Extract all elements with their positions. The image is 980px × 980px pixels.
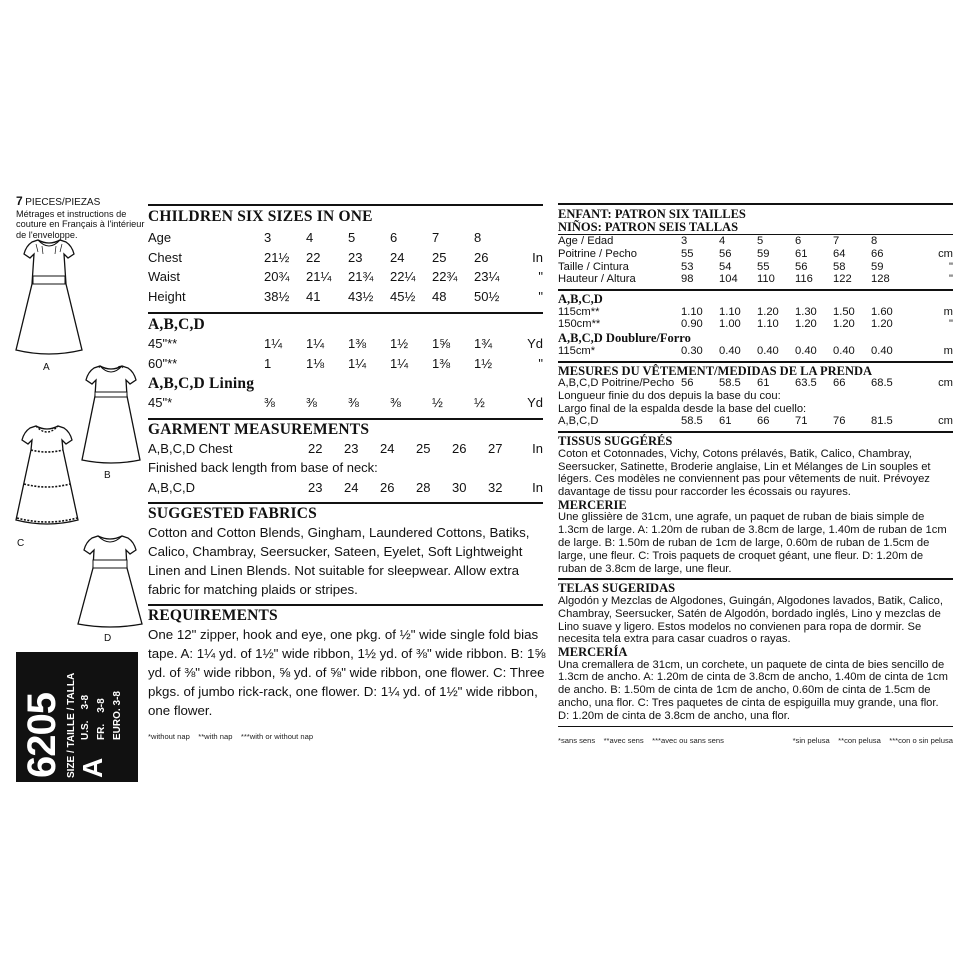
table-row <box>558 235 953 248</box>
table-cell: 24 <box>390 249 405 265</box>
fr-tissus-text <box>558 448 953 499</box>
en-abcd-table <box>148 334 543 373</box>
dress-view-b-illustration <box>78 360 144 468</box>
es-telas-text <box>558 595 953 646</box>
table-cell: ⅜ <box>264 395 275 411</box>
english-section <box>148 204 546 741</box>
table-cell: 1⅜ <box>432 355 451 371</box>
fr-title: ENFANT: PATRON SIX TAILLES <box>558 207 746 221</box>
fr-size-table <box>558 235 953 286</box>
text-line: fabric for matching plaids or stripes. <box>148 581 358 597</box>
table-cell: 1.50 <box>833 305 855 318</box>
size-badge <box>16 652 138 782</box>
en-fabrics-title: SUGGESTED FABRICS <box>148 504 317 522</box>
fr-mercerie-text <box>558 511 953 575</box>
en-size-table <box>148 228 543 306</box>
table-cell: 1½ <box>474 355 493 371</box>
table-cell: 26 <box>474 249 489 265</box>
table-row <box>558 248 953 261</box>
table-row <box>558 377 953 390</box>
text-line: de ancho. B: 1.50m de cinta de 1cm de ancho, 0.60m de cinta de 1.5cm de <box>558 684 931 697</box>
text-line: D: 1.20m de cinta de 3.8cm de ancho, una flor. <box>558 709 790 722</box>
text-line: One 12" zipper, hook and eye, one pkg. of ½" wide single fold bias <box>148 626 539 642</box>
table-cell: 3 <box>264 230 272 246</box>
table-cell: 43½ <box>348 288 374 304</box>
text-line: necesita tela extra para casar cuadros o rayas. <box>558 633 791 646</box>
en-footnote: *without nap **with nap ***with or without nap <box>148 731 314 741</box>
table-cell: 20¾ <box>264 269 290 285</box>
dress-view-a-illustration <box>14 232 84 360</box>
table-row <box>148 393 543 413</box>
table-cell: " <box>538 269 543 285</box>
en-garment-back-table <box>148 478 543 497</box>
fr-garment-chest-table <box>558 377 953 390</box>
text-line: Una cremallera de 31cm, un corchete, un paquete de cinta de bies sencillo de <box>558 658 945 671</box>
table-cell: 22¾ <box>432 269 458 285</box>
table-cell: 30 <box>452 479 467 495</box>
en-lining-table <box>148 393 543 413</box>
table-row <box>148 439 543 458</box>
text-line: Lino suave y ligero. Estos modelos no convienen para ropa de dormir. Se <box>558 620 922 633</box>
es-merceria-text <box>558 659 953 723</box>
table-cell: 38½ <box>264 288 290 304</box>
table-cell: cm <box>938 415 953 428</box>
table-cell: 63.5 <box>795 377 817 390</box>
table-row <box>558 345 953 358</box>
table-cell: 24 <box>380 440 395 456</box>
table-cell: 28 <box>416 479 431 495</box>
table-cell: 32 <box>488 479 503 495</box>
row-label: A,B,C,D Chest <box>148 440 233 456</box>
table-cell: 0.40 <box>719 344 741 357</box>
table-cell: 1.20 <box>757 305 779 318</box>
table-cell: ⅜ <box>348 395 359 411</box>
table-row <box>558 261 953 274</box>
table-cell: 6 <box>390 230 398 246</box>
table-cell: Yd <box>527 395 543 411</box>
table-cell: 56 <box>795 260 808 273</box>
row-label: Height <box>148 288 186 304</box>
table-cell: 81.5 <box>871 415 893 428</box>
table-cell: 21¾ <box>348 269 374 285</box>
fr-lining-table <box>558 345 953 358</box>
table-row <box>148 248 543 268</box>
table-cell: 45½ <box>390 288 416 304</box>
text-line: légers. Ces modèles ne conviennent pas pour vêtements de nuit. Prévoyez <box>558 473 930 486</box>
table-cell: 50½ <box>474 288 500 304</box>
table-cell: 0.90 <box>681 318 703 331</box>
fr-garment-back-label: Longueur finie du dos depuis la base du cou: <box>558 389 781 402</box>
row-label: Taille / Cintura <box>558 260 629 273</box>
row-label: Age / Edad <box>558 235 614 247</box>
fr-tissus-title: TISSUS SUGGÉRÉS <box>558 434 673 449</box>
table-cell: 1⅛ <box>306 355 325 371</box>
fr-mercerie-title: MERCERIE <box>558 497 627 512</box>
text-line: Chambray, Seersucker, Satén de Algodón, bordado inglés, Lino y mezclas de <box>558 607 941 620</box>
table-cell: In <box>532 249 543 265</box>
table-cell: 27 <box>488 440 503 456</box>
table-cell: cm <box>938 377 953 390</box>
table-cell: 56 <box>681 377 694 390</box>
row-label: Age <box>148 230 172 246</box>
table-cell: 59 <box>757 247 770 260</box>
table-cell: ⅜ <box>390 395 401 411</box>
table-cell <box>909 235 953 248</box>
row-label: 115cm* <box>558 344 596 357</box>
en-title: CHILDREN SIX SIZES IN ONE <box>148 208 373 225</box>
row-label: A,B,C,D <box>148 479 195 495</box>
text-line: Coton et Cotonnades, Vichy, Cotons prélavés, Batik, Calico, Chambray, <box>558 447 912 460</box>
table-cell: 25 <box>432 249 447 265</box>
text-line: Cotton and Cotton Blends, Gingham, Laundered Cottons, Batiks, <box>148 524 530 540</box>
table-cell: 6 <box>795 235 802 247</box>
table-cell: In <box>532 479 543 495</box>
en-garment-back-label: Finished back length from base of neck: <box>148 459 378 475</box>
es-garment-back-label: Largo final de la espalda desde la base del cuello: <box>558 402 807 415</box>
table-cell: 64 <box>833 247 846 260</box>
table-cell: " <box>949 260 953 273</box>
table-cell: 55 <box>757 260 770 273</box>
table-cell: 1¼ <box>306 336 325 352</box>
row-label: Chest <box>148 249 182 265</box>
row-label: Poitrine / Pecho <box>558 247 637 260</box>
en-req-text <box>148 625 546 720</box>
table-cell: 23 <box>348 249 363 265</box>
table-cell: 8 <box>474 230 482 246</box>
table-cell: 0.30 <box>681 344 703 357</box>
en-fabrics-text <box>148 523 543 599</box>
table-cell: 58.5 <box>719 377 741 390</box>
en-abcd-title: A,B,C,D <box>148 316 205 333</box>
fr-abcd-table <box>558 306 953 332</box>
table-row <box>148 478 543 497</box>
row-label: 150cm** <box>558 318 601 331</box>
table-cell: " <box>949 318 953 331</box>
table-cell: 0.40 <box>757 344 779 357</box>
table-cell: 4 <box>306 230 314 246</box>
table-cell: 98 <box>681 273 694 286</box>
table-cell: 66 <box>757 415 770 428</box>
fr-footnote: *sans sens **avec sens ***avec ou sans sens <box>558 735 724 745</box>
text-line: Linen and Linen Blends. Not suitable for sleepwear. Allow extra <box>148 562 520 578</box>
table-cell: 1¼ <box>264 336 283 352</box>
table-cell: 1.10 <box>757 318 779 331</box>
table-cell: In <box>532 440 543 456</box>
row-label: 60"** <box>148 355 178 371</box>
table-cell: 56 <box>719 247 732 260</box>
dress-view-d-illustration <box>74 530 146 630</box>
row-label: Hauteur / Altura <box>558 273 636 286</box>
table-cell: 0.40 <box>833 344 855 357</box>
text-line: 1.3cm de ancho. A: 1.20m de cinta de 3.8cm de ancho, 1.40m de cinta de 1cm <box>558 671 948 684</box>
row-label: Waist <box>148 269 181 285</box>
table-cell: 61 <box>719 415 732 428</box>
table-cell: 116 <box>795 273 813 286</box>
table-cell: 21½ <box>264 249 290 265</box>
size-letter: A <box>77 757 108 778</box>
row-label: 45"* <box>148 395 173 411</box>
table-cell: 21¼ <box>306 269 332 285</box>
table-cell: 76 <box>833 415 846 428</box>
table-cell: 23 <box>344 440 359 456</box>
table-cell: " <box>538 288 543 304</box>
row-label: 45"** <box>148 336 178 352</box>
table-row <box>558 415 953 428</box>
es-title: NIÑOS: PATRON SEIS TALLAS <box>558 219 739 234</box>
table-cell: 1¼ <box>390 355 409 371</box>
table-cell: 0.40 <box>795 344 817 357</box>
table-cell: ⅜ <box>306 395 317 411</box>
table-cell: 23¼ <box>474 269 500 285</box>
fr-garment-title: MESURES DU VÊTEMENT/MEDIDAS DE LA PRENDA <box>558 363 873 378</box>
table-cell: 5 <box>348 230 356 246</box>
table-cell: 1¾ <box>474 336 493 352</box>
table-cell: m <box>943 305 953 318</box>
table-row <box>148 334 543 354</box>
table-cell: 4 <box>719 235 726 247</box>
table-cell: " <box>949 273 953 286</box>
en-garment-chest-table <box>148 439 543 458</box>
text-line: pkgs. of jumbo rick-rack, one flower. D: 1¼ yd. of 1½" wide ribbon, <box>148 683 538 699</box>
en-lining-title: A,B,C,D Lining <box>148 375 255 392</box>
table-cell: 128 <box>871 273 890 286</box>
es-telas-title: TELAS SUGERIDAS <box>558 581 676 596</box>
table-cell: 1.00 <box>719 318 741 331</box>
row-label: 115cm** <box>558 305 600 318</box>
table-cell: 53 <box>681 260 694 273</box>
table-cell: 58.5 <box>681 415 703 428</box>
table-cell: 59 <box>871 260 884 273</box>
table-cell: 1.30 <box>795 305 817 318</box>
text-line: Algodón y Mezclas de Algodones, Guingán, Algodones lavados, Batik, Calico, <box>558 594 943 607</box>
table-cell: 26 <box>452 440 467 456</box>
table-cell: 61 <box>795 247 808 260</box>
table-cell: 1.10 <box>681 305 703 318</box>
table-cell: 1.20 <box>795 318 817 331</box>
table-cell: 22 <box>306 249 321 265</box>
table-cell: 48 <box>432 288 447 304</box>
table-cell: 3 <box>681 235 688 247</box>
table-cell: 23 <box>308 479 323 495</box>
table-cell: 26 <box>380 479 395 495</box>
table-cell <box>516 228 543 248</box>
table-cell: " <box>538 355 543 371</box>
row-label: A,B,C,D <box>558 415 599 428</box>
view-label-b: B <box>104 470 111 481</box>
table-cell: 66 <box>871 247 884 260</box>
table-cell: 7 <box>432 230 440 246</box>
text-line: tape. A: 1¼ yd. of 1½" wide ribbon, 1½ yd. of ⅜" wide ribbon. B: 1⅝ <box>148 645 546 661</box>
text-line: Une glissière de 31cm, une agrafe, un paquet de ruban de biais simple de <box>558 511 925 524</box>
text-line: yd. of ⅜" wide ribbon, ⅝ yd. of ⅝" wide ribbon, one flower. C: Three <box>148 664 545 680</box>
text-line: ancho, una flor. C: Tres paquetes de cinta de espiguilla muy grande, una flor. <box>558 697 939 710</box>
table-cell: 24 <box>344 479 359 495</box>
table-cell: 1.10 <box>719 305 741 318</box>
size-label: SIZE / TAILLE / TALLA <box>66 672 77 778</box>
french-spanish-section <box>558 203 953 749</box>
table-cell: 1.20 <box>871 318 893 331</box>
pieces-count: 7 <box>16 194 23 208</box>
view-label-c: C <box>17 538 25 549</box>
text-line: ruban de 3.8cm de large, une fleur. <box>558 562 732 575</box>
table-row <box>148 267 543 287</box>
table-cell: 8 <box>871 235 878 247</box>
table-cell: 1 <box>264 355 272 371</box>
table-cell: 22¼ <box>390 269 416 285</box>
fr-garment-back-table <box>558 415 953 428</box>
en-req-title: REQUIREMENTS <box>148 606 278 624</box>
table-cell: 1⅜ <box>348 336 367 352</box>
fr-lining-title: A,B,C,D Doublure/Forro <box>558 331 691 346</box>
text-line: one flower. <box>148 702 213 718</box>
es-footnote: *sin pelusa **con pelusa ***con o sin pelusa <box>792 735 953 745</box>
table-cell: 58 <box>833 260 846 273</box>
table-cell: 54 <box>719 260 732 273</box>
view-label-d: D <box>104 633 112 644</box>
table-cell: 1⅝ <box>432 336 451 352</box>
text-line: Calico, Chambray, Seersucker, Sateen, Eyelet, Soft Lightweight <box>148 543 523 559</box>
table-row <box>148 354 543 374</box>
table-row <box>148 287 543 307</box>
table-cell: m <box>943 344 953 357</box>
row-label: A,B,C,D Poitrine/Pecho <box>558 377 675 390</box>
table-cell: 25 <box>416 440 431 456</box>
table-cell: Yd <box>527 336 543 352</box>
table-cell: 0.40 <box>871 344 893 357</box>
text-line: large, une fleur. C: Trois paquets de croquet géant, une fleur. D: 1.20m de <box>558 549 924 562</box>
table-cell: 1.20 <box>833 318 855 331</box>
en-garment-title: GARMENT MEASUREMENTS <box>148 420 370 438</box>
table-cell: 41 <box>306 288 321 304</box>
size-fr: FR. 3-8 <box>96 698 107 740</box>
fr-abcd-title: A,B,C,D <box>558 292 603 307</box>
table-cell: 55 <box>681 247 694 260</box>
table-cell: 71 <box>795 415 808 428</box>
pieces-label: PIECES/PIEZAS <box>25 197 101 208</box>
pieces-note: Métrages et instructions de couture en Français à l'intérieur de l'enveloppe. <box>16 208 145 240</box>
table-cell: cm <box>938 247 953 260</box>
table-row <box>558 273 953 286</box>
table-cell: 1¼ <box>348 355 367 371</box>
view-label-a: A <box>43 362 50 373</box>
table-cell: 122 <box>833 273 852 286</box>
size-euro: EURO. 3-8 <box>112 691 123 740</box>
table-cell: ½ <box>432 395 443 411</box>
table-cell: 5 <box>757 235 764 247</box>
table-cell: 66 <box>833 377 846 390</box>
pattern-number: 6205 <box>20 693 64 778</box>
table-cell: 61 <box>757 377 770 390</box>
table-cell: 110 <box>757 273 775 286</box>
table-cell: ½ <box>474 395 485 411</box>
table-cell: 104 <box>719 273 738 286</box>
dress-view-c-illustration <box>12 420 82 532</box>
es-merceria-title: MERCERÍA <box>558 645 628 660</box>
table-cell: 7 <box>833 235 840 247</box>
table-row <box>558 306 953 319</box>
table-cell: 1½ <box>390 336 409 352</box>
text-line: davantage de tissu pour raccorder les écossais ou rayures. <box>558 486 851 499</box>
table-row <box>148 228 543 248</box>
table-row <box>558 318 953 331</box>
text-line: Seersucker, Satinette, Broderie anglaise, Lin et Mélanges de Lin souples et <box>558 460 931 473</box>
table-cell: 68.5 <box>871 377 893 390</box>
text-line: 1.3cm de large. A: 1.20m de ruban de 3.8cm de large, 1.40m de ruban de 1cm <box>558 524 947 537</box>
text-line: de large. B: 1.50m de ruban de 1cm de large, 0.60m de ruban de 1.5cm de <box>558 537 930 550</box>
size-us: U.S. 3-8 <box>80 694 91 740</box>
table-cell: 22 <box>308 440 323 456</box>
table-cell: 1.60 <box>871 305 893 318</box>
